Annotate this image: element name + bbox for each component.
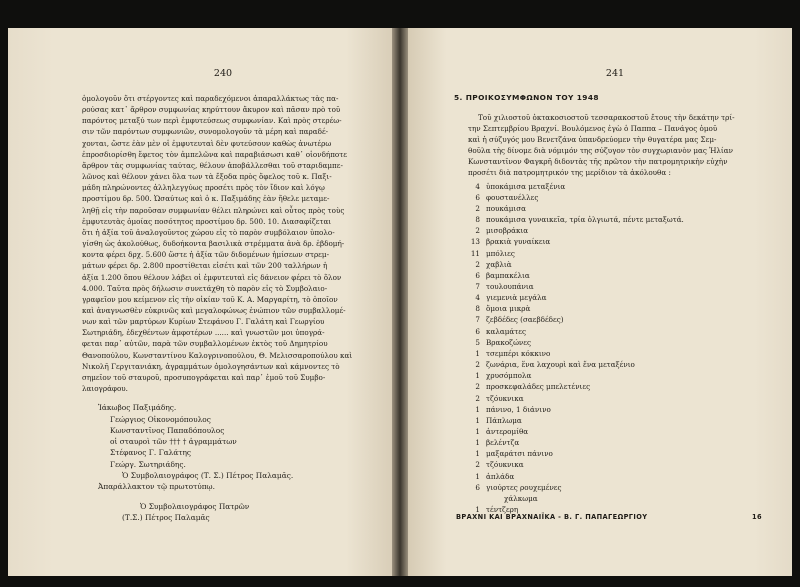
text-line: ἀξία 1.200 ὅπου θέλουν λάβει οἱ ἐμφυτευταὶ εἰς δάνειον φέρει τὸ ὅλον [82, 272, 342, 282]
dowry-item-list [468, 181, 762, 516]
text-line: ἄρθρον τὰς συμφωνίας ταύτας, θέλουν ἀποβάλλεσθαι τοῦ σταριδαμπε- [82, 160, 343, 170]
item-quantity: 4 [475, 181, 480, 191]
item-description: πουκάμισα [486, 203, 527, 213]
item-quantity: 13 [470, 237, 480, 247]
list-item [468, 359, 762, 370]
item-description: πάνινο, 1 διάνινο [486, 404, 551, 414]
right-page [408, 28, 792, 576]
item-description: μαξαράτσι πάνινο [486, 449, 553, 459]
text-line: χονται, ὥστε ἐὰν μὲν οἱ ἐμφυτευταὶ δὲν φυτεύσουν καθὼς ἀνωτέρω [82, 138, 332, 148]
list-item [468, 482, 762, 493]
item-description: ὅμοια μικρὰ [486, 304, 531, 314]
list-item [468, 337, 762, 348]
signature-line: (Τ.Σ.) Πέτρος Παλαμᾶς [122, 512, 210, 522]
list-item [468, 393, 762, 404]
list-item [468, 225, 762, 236]
signature-line: Γεώργιος Οἰκονομόπουλος [110, 414, 211, 424]
signature-line: Ὁ Συμβολαιογράφος (Τ. Σ.) Πέτρος Παλαμᾶς. [122, 471, 294, 480]
item-description: τζόυκνικα [486, 460, 524, 470]
text-line: Θανοπούλου, Κωνσταντίνου Καλογρινοπούλου, Θ. Μελισσαροπούλου καὶ [82, 350, 353, 360]
item-description: ζωνάρια, ἕνα λαχουρὶ καὶ ἕνα μεταξένιο [486, 360, 635, 370]
list-item [468, 404, 762, 415]
item-description: βελέντζα [486, 438, 520, 448]
left-page-number: 240 [213, 68, 233, 79]
item-quantity: 2 [475, 226, 480, 236]
text-line: ρούσας κατ᾽ ἄρθρον συμφωνίας κηρύττουν ἄκυρον καὶ πᾶσαν πρὸ τοῦ [82, 105, 341, 115]
text-line: ἐπροσδιορίσθη ἔφετος τὸν ἀμπελῶνα καὶ παραβιάσωσι καθ᾽ οἱονδήποτε [82, 149, 347, 159]
item-description: προσκεφαλάδες μπελετένιες [486, 382, 591, 392]
item-description: ζεβδέδες (σαεβδέδες) [486, 315, 564, 325]
item-quantity: 1 [475, 471, 480, 481]
list-item [468, 459, 762, 470]
list-item [468, 236, 762, 247]
item-quantity: 2 [475, 393, 480, 403]
list-item [468, 381, 762, 392]
left-body-text [82, 93, 364, 523]
text-line: ὅτι ἡ ἀξία τοῦ ἀναλογοῦντος χώρου εἰς τὸ παρὸν συμβόλαιον ὑπολο- [82, 227, 335, 237]
list-item [468, 292, 762, 303]
item-quantity: 1 [475, 438, 480, 448]
text-line: παρόντος μεταξύ των περὶ ἐμφυτεύσεως συμφωνίαν. Καὶ πρὸς στερέω- [82, 116, 342, 126]
item-quantity: 7 [475, 281, 480, 291]
text-line: 4.000. Ταῦτα πρὸς δήλωσιν συνετάχθη τὸ παρὸν εἰς τὸ Συμβολαιο- [82, 283, 328, 293]
intro-line: Τοῦ χιλιοστοῦ ὀκτακοσιοστοῦ τεσσαρακοστοῦ ἔτους τὴν δεκάτην τρί- [478, 113, 735, 122]
list-item [468, 270, 762, 281]
item-description: ὑποκάμισα μεταξένια [486, 181, 566, 191]
list-item [468, 303, 762, 314]
text-line: καὶ ἀναγνωσθὲν εὐκρινῶς καὶ μεγαλοφώνως ἐνώπιον τῶν συμβαλλομέ- [82, 305, 346, 315]
list-item [468, 426, 762, 437]
item-description: γιούρτες ρουχεμένες [486, 482, 562, 492]
text-line: λαιογράφου. [82, 384, 128, 394]
item-quantity: 2 [475, 460, 480, 470]
list-item [468, 281, 762, 292]
item-description: πουκάμισα γυναικεῖα, τρία ὁλγιωτά, πέντε μεταξωτά. [486, 215, 684, 225]
item-quantity: 1 [475, 505, 480, 515]
intro-line: προσέτι διὰ πατρομητρικόν της μερίδιον τὰ ἀκόλουθα : [468, 168, 671, 178]
item-quantity [468, 493, 480, 504]
list-item [468, 415, 762, 426]
text-line: γραφεῖον μου κείμενον εἰς τὴν οἰκίαν τοῦ Κ. Α. Μαργαρίτη, τὸ ὁποῖον [82, 294, 338, 304]
list-item [468, 192, 762, 203]
text-line: λῶνος καὶ θέλουν χάνει ὅλα των τὰ ἔξοδα πρὸς ὄφελος τοῦ κ. Παξι- [82, 172, 332, 182]
item-description: τζόυκνικα [486, 393, 524, 403]
item-description: χαβλιὰ [486, 259, 512, 269]
list-item [468, 437, 762, 448]
page-footer [456, 513, 762, 521]
list-item [468, 314, 762, 325]
item-description: φουστανέλλες [486, 192, 539, 202]
item-quantity: 1 [475, 371, 480, 381]
item-description: τουλουπάνια [486, 281, 534, 291]
item-quantity: 1 [475, 404, 480, 414]
item-description: βρακιὰ γυναίκεια [486, 237, 551, 247]
item-description: ἀντερομίθα [486, 427, 529, 436]
item-quantity: 1 [475, 415, 480, 425]
text-line: νων καὶ τῶν μαρτύρων Κυρίων Στεφάνου Γ. Γαλάτη καὶ Γεωργίου [82, 317, 325, 327]
item-description: μπόλιες [486, 248, 515, 258]
intro-line: θοῦλα τὴς δίνομε διὰ νόμιμόν της σύζυγον τὸν συγχωριανὸν μας Ἠλίαν [468, 146, 733, 156]
text-line: σιν τῶν παρόντων συμφωνιῶν, συνομολογοῦν τὰ μέρη καὶ παραδέ- [82, 127, 329, 137]
right-page-number: 241 [605, 68, 625, 79]
signature-line: οἱ σταυροὶ τῶν ††† † ἀγραμμάτων [110, 437, 237, 447]
text-line: ἐμφυτευτὰς ὁμοίας ποσότητος προστίμου δρ. 500. 10. Διασαφίζεται [82, 216, 332, 226]
text-line: σημεῖον τοῦ σταυροῦ, προσυπογράφεται καὶ παρ᾽ ἐμοῦ τοῦ Συμβο- [82, 372, 326, 382]
signature-line: Γεώργ. Σωτηριάδης. [110, 459, 186, 469]
item-quantity: 8 [475, 215, 480, 225]
intro-line: την Σεπτεμβρίου Βραχνί. Βουλόμενος ἐγὼ ὁ Παππα – Πανάγος ὁμοῦ [468, 124, 718, 134]
item-description: καλαμάτες [486, 326, 527, 336]
left-page [8, 28, 392, 576]
text-line: Σωτηριάδη, ἐδεχθέντων ἀμφοτέρων ...... καὶ γνωστῶν μοι ὑπογρά- [82, 328, 325, 338]
item-quantity: 6 [475, 326, 480, 336]
item-description: ἀπλάδα [486, 471, 515, 481]
signature-line: Ἀπαράλλακτον τῷ πρωτοτύπῳ. [98, 482, 215, 492]
text-line: μάτων φέρει δρ. 2.800 προστίθεται εἰσέτι καὶ τῶν 200 ταλλήρων ἡ [82, 261, 328, 271]
text-line: ληθῇ εἰς τὴν παροῦσαν συμφωνίαν θέλει πληρώνει καὶ οὗτος πρὸς τοὺς [82, 205, 345, 215]
item-description: Βρακοζώνες [486, 337, 532, 347]
item-quantity: 6 [475, 192, 480, 202]
item-quantity: 5 [475, 337, 480, 347]
list-item [468, 348, 762, 359]
list-item [468, 471, 762, 482]
list-item [468, 181, 762, 192]
list-item [468, 370, 762, 381]
intro-paragraph [468, 112, 762, 179]
item-description: βαμπακέλια [486, 270, 530, 280]
list-item [468, 259, 762, 270]
item-quantity: 1 [475, 449, 480, 459]
section-title: 5. ΠΡΟΙΚΟΣΥΜΦΩΝΟΝ ΤΟΥ 1948 [454, 93, 599, 102]
signature-line: Κωνσταντῖνος Παπαδόπουλος [110, 425, 225, 435]
item-quantity: 8 [475, 304, 480, 314]
item-quantity: 4 [475, 293, 480, 303]
text-line: κοντα φέρει δρχ. 5.600 ὥστε ἡ ἀξία τῶν διδομένων ἡμίσεων στρεμ- [82, 250, 330, 260]
book-gutter [392, 28, 408, 576]
text-line: ὁμολογοῦν ὅτι στέργοντες καὶ παραδεχόμενοι ἀπαραλλάκτως τὰς πα- [82, 94, 339, 103]
item-quantity: 1 [475, 348, 480, 358]
list-item [468, 493, 762, 504]
text-line: προστίμου δρ. 500. Ὡσαύτως καὶ ὁ κ. Παξιμάδης ἐὰν ἤθελε μεταμε- [82, 194, 330, 204]
left-body-lines [82, 93, 364, 394]
item-quantity: 2 [475, 382, 480, 392]
item-quantity: 2 [475, 259, 480, 269]
text-line: γίσθη ὡς ἀκολούθως, δυδοήκοντα βασιλικὰ στρέμματα ἀνὰ δρ. ἑβδομή- [82, 239, 345, 249]
list-item [468, 448, 762, 459]
item-quantity: 2 [475, 360, 480, 370]
item-quantity: 2 [475, 203, 480, 213]
footer-book-title: ΒΡΑΧΝΙ ΚΑΙ ΒΡΑΧΝΑΙΪΚΑ - Β. Γ. ΠΑΠΑΓΕΩΡΓΙΟΥ [456, 513, 648, 521]
item-description: τσεμπέρι κόκκινο [486, 348, 551, 358]
item-quantity: 6 [475, 482, 480, 492]
item-description: γιεμενιὰ μεγάλα [486, 293, 547, 303]
text-line: Νικολῆ Γεργιτανιάκη, ἀγραμμάτων ὁμολογησάντων καὶ κάμνοντες τὸ [82, 361, 340, 371]
signature-line: Ὁ Συμβολαιογράφος Πατρῶν [140, 501, 250, 511]
item-description: χρυσόμπολα [486, 371, 532, 381]
signature-line: Ἰάκωβος Παξιμάδης. [98, 403, 177, 413]
intro-line: καὶ ἡ σύζυγός μου Βενετζάνα ὑπανδρεύομεν τὴν θυγατέρα μας Σεμ- [468, 135, 717, 145]
item-description: Πάπλωμα [486, 415, 522, 425]
item-description: τέντζερη [486, 505, 519, 515]
item-quantity: 11 [470, 248, 480, 258]
signature-block [82, 402, 364, 523]
list-item [468, 203, 762, 214]
text-line: μάδη πληρώνοντες ἀλληλεγγύως προσέτι πρὸς τὸν ἴδιον καὶ λόγῳ [82, 183, 325, 193]
list-item [468, 214, 762, 225]
signature-line: Στέφανος Γ. Γαλάτης [110, 448, 192, 458]
item-description: χάλκωμα [504, 493, 538, 503]
footer-signature-number: 16 [752, 513, 762, 521]
item-quantity: 1 [475, 427, 480, 436]
intro-line: Κωνσταντῖνον Φαγκρῆ διδοντὰς τῆς πρῶτον τὴν πατρομητρικὴν εὐχὴν [468, 157, 728, 167]
item-quantity: 6 [475, 270, 480, 280]
list-item [468, 326, 762, 337]
text-line: φεται παρ᾽ αὐτῶν, παρὰ τῶν συμβαλλομένων ἐκτὸς τοῦ Δημητρίου [82, 339, 328, 349]
item-quantity: 7 [475, 315, 480, 325]
item-description: μισοβράκια [486, 226, 529, 236]
list-item [468, 248, 762, 259]
